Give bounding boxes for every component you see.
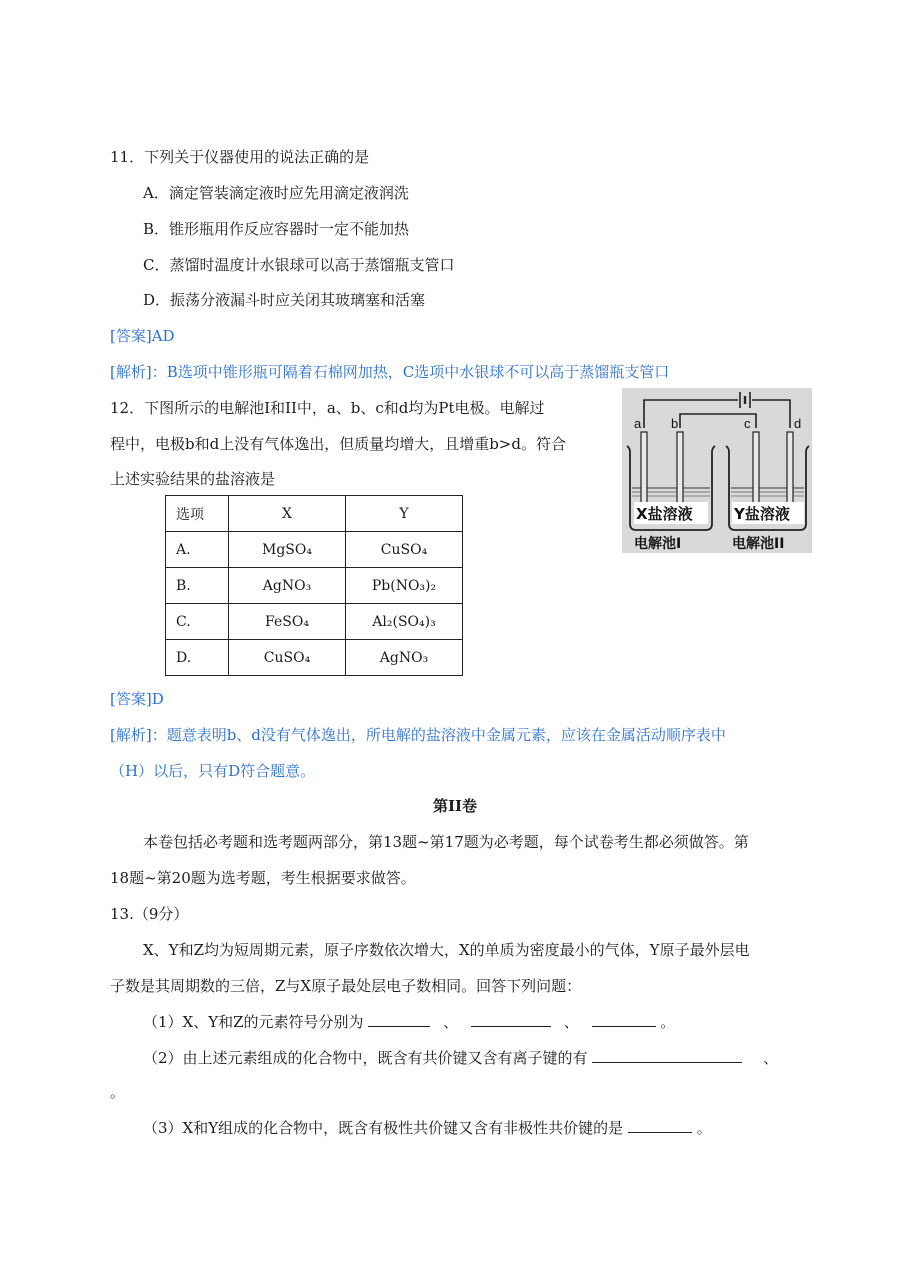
q13-part-2 [143,1047,778,1068]
table-cell: A. [166,532,229,568]
q13-stem-line-1: X、Y和Z均为短周期元素，原子序数依次增大，X的单质为密度最小的气体，Y原子最外层电 [143,941,750,959]
table-cell: C. [166,604,229,640]
table-row [166,604,463,640]
answer-blank-compound[interactable] [592,1048,742,1063]
section-intro-line-1: 本卷包括必考题和选考题两部分，第13题~第17题为必考题，每个试卷考生都必须做答。第 [143,833,749,851]
electrode-label-d: d [794,416,802,431]
table-cell: Pb(NO₃)₂ [346,568,463,604]
q11-answer: [答案]AD [110,327,175,345]
q13-part-2-text: （2）由上述元素组成的化合物中，既含有共价键又含有离子键的有 [143,1049,588,1067]
cell-1-label: 电解池I [634,536,682,552]
table-header-cell: Y [346,496,463,532]
table-row [166,568,463,604]
answer-blank-z[interactable] [592,1012,656,1027]
q13-part-2-period: 。 [110,1083,126,1101]
q13-stem-line-2: 子数是其周期数的三倍，Z与X原子最处层电子数相同。回答下列问题： [110,977,582,995]
table-row [166,532,463,568]
q11-option-c: C．蒸馏时温度计水银球可以高于蒸馏瓶支管口 [143,256,455,274]
table-cell: CuSO₄ [346,532,463,568]
electrode-b [677,432,683,504]
q12-stem-line-1: 12．下图所示的电解池I和II中，a、b、c和d均为Pt电极。电解过 [110,399,545,417]
solution-x-label: X盐溶液 [636,505,693,523]
q11-option-d: D．振荡分液漏斗时应关闭其玻璃塞和活塞 [143,291,426,309]
electrode-label-b: b [671,416,679,431]
q13-part-3 [143,1117,712,1138]
table-header-row [166,496,463,532]
electrode-a [641,432,647,504]
answer-blank-y[interactable] [471,1012,551,1027]
table-cell: AgNO₃ [229,568,346,604]
section-intro-line-2: 18题~第20题为选考题，考生根据要求做答。 [110,869,416,887]
table-header-cell: X [229,496,346,532]
q11-analysis: [解析]：B选项中锥形瓶可隔着石棉网加热，C选项中水银球不可以高于蒸馏瓶支管口 [110,363,670,381]
separator: 、 [563,1013,579,1031]
cell-2-label: 电解池II [732,536,785,552]
table-cell: FeSO₄ [229,604,346,640]
q12-stem-line-2: 程中，电极b和d上没有气体逸出，但质量均增大，且增重b>d。符合 [110,435,566,453]
wire-right [752,400,790,428]
q13-part-3-text: （3）X和Y组成的化合物中，既含有极性共价键又含有非极性共价键的是 [143,1119,624,1137]
answer-blank-xy-compound[interactable] [628,1118,692,1133]
electrode-d [787,432,793,504]
section-title: 第II卷 [432,797,478,815]
q12-options-table [165,495,463,676]
period: 。 [696,1119,712,1137]
separator: 、 [763,1049,779,1067]
separator: 、 [443,1013,459,1031]
q12-stem-line-3: 上述实验结果的盐溶液是 [110,470,276,488]
table-cell: CuSO₄ [229,640,346,676]
q11-stem: 11．下列关于仪器使用的说法正确的是 [110,148,370,166]
q12-analysis-line-1: [解析]：题意表明b、d没有气体逸出，所电解的盐溶液中金属元素，应该在金属活动顺序表中 [110,726,726,744]
q13-part-1 [143,1011,675,1032]
period: 。 [660,1013,676,1031]
table-cell: D. [166,640,229,676]
table-cell: B. [166,568,229,604]
electrode-c [753,432,759,504]
q11-option-a: A．滴定管装滴定液时应先用滴定液润洗 [143,184,409,202]
electrolysis-diagram [622,388,812,553]
q13-part-1-text: （1）X、Y和Z的元素符号分别为 [143,1013,364,1031]
answer-blank-x[interactable] [368,1012,430,1027]
electrode-label-c: c [744,416,751,431]
q11-option-b: B．锥形瓶用作反应容器时一定不能加热 [143,220,410,238]
electrode-label-a: a [634,416,642,431]
q12-analysis-line-2: （H）以后，只有D符合题意。 [110,762,316,780]
table-cell: Al₂(SO₄)₃ [346,604,463,640]
table-header-cell: 选项 [166,496,229,532]
q13-header: 13.（9分） [110,905,189,923]
table-cell: AgNO₃ [346,640,463,676]
q12-answer: [答案]D [110,690,164,708]
table-row [166,640,463,676]
solution-y-label: Y盐溶液 [734,505,790,523]
table-cell: MgSO₄ [229,532,346,568]
